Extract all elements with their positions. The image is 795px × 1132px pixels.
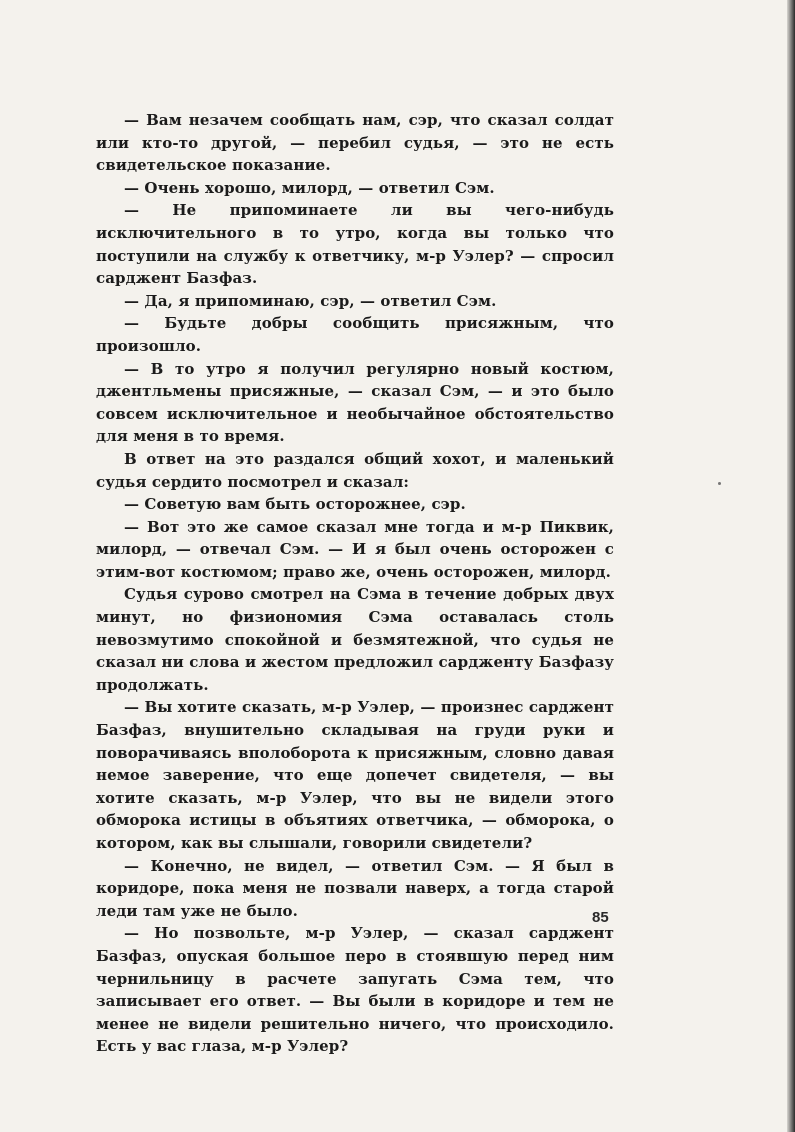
page-number: 85 — [592, 909, 609, 926]
paragraph: Судья сурово смотрел на Сэма в течение добрых двух минут, но физиономия Сэма оставалась столь невозмутимо спокойной и безмятежной, что судья не сказал ни слова и жестом предложил сардженту Базфазу продолжать. — [96, 585, 614, 694]
paragraph: — Конечно, не видел, — ответил Сэм. — Я был в коридоре, пока меня не позвали наверх, а тогда старой леди там уже не было. — [96, 856, 614, 920]
paragraph: — Да, я припоминаю, сэр, — ответил Сэм. — [124, 291, 497, 310]
paragraph: — Будьте добры сообщить присяжным, что произошло. — [96, 314, 614, 355]
page-text-block — [96, 109, 614, 1058]
paragraph: В ответ на это раздался общий хохот, и маленький судья сердито посмотрел и сказал: — [96, 449, 614, 491]
paragraph: — Очень хорошо, милорд, — ответил Сэм. — [124, 178, 495, 197]
page-edge-shadow — [787, 0, 795, 1132]
paragraph: — Советую вам быть осторожнее, сэр. — [124, 495, 466, 514]
paragraph: — Вы хотите сказать, м-р Уэлер, — произнес сарджент Базфаз, внушительно складывая на груди руки и поворачиваясь вполоборота к присяжным, словно давая немое заверение, что еще допечет свидетеля, — вы хотите сказать, м-р Уэлер, что вы не видели этого обморока истицы в объятиях ответчика, — обморока, о котором, как вы слышали, говорили свидетели? — [96, 698, 614, 852]
paragraph: — Но позвольте, м-р Уэлер, — сказал сарджент Базфаз, опуская большое перо в стоявшую перед ним чернильницу в расчете запугать Сэма тем, что записывает его ответ. — Вы были в коридоре и тем не менее не видели решительно ничего, что происходило. Есть у вас глаза, м-р Уэлер? — [96, 924, 614, 1056]
paragraph: — Вам незачем сообщать нам, сэр, что сказал солдат или кто-то другой, — перебил судья, — это не есть свидетельское показание. — [96, 111, 614, 175]
paragraph: — В то утро я получил регулярно новый костюм, джентльмены присяжные, — сказал Сэм, — и это было совсем исключительное и необычайное обстоятельство для меня в то время. — [96, 359, 614, 446]
paper-speck — [718, 482, 721, 485]
paragraph: — Не припоминаете ли вы чего-нибудь исключительного в то утро, когда вы только что поступили на службу к ответчику, м-р Уэлер? — спросил сарджент Базфаз. — [96, 201, 614, 288]
paragraph: — Вот это же самое сказал мне тогда и м-р Пиквик, милорд, — отвечал Сэм. — И я был очень осторожен с этим-вот костюмом; право же, очень осторожен, милорд. — [96, 517, 614, 581]
